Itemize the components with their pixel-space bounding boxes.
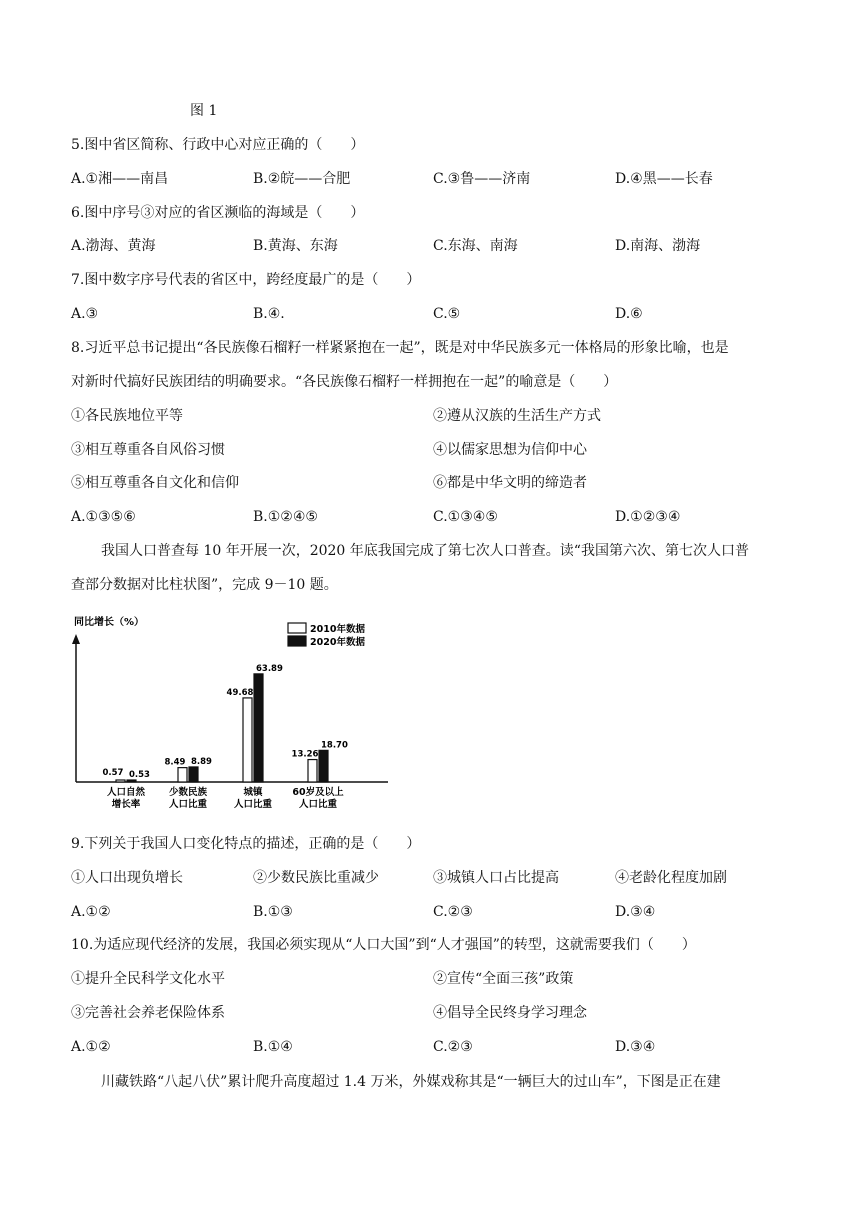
y-axis-arrow bbox=[72, 634, 80, 644]
question-6-option-a: A.渤海、黄海 bbox=[71, 238, 156, 254]
data-label-0-1: 8.49 bbox=[164, 757, 186, 768]
question-9-statement-2: ②少数民族比重减少 bbox=[253, 870, 379, 886]
question-10-statement-2: ②宣传“全面三孩”政策 bbox=[433, 971, 574, 987]
question-6-option-d: D.南海、渤海 bbox=[615, 238, 701, 254]
data-label-1-3: 18.70 bbox=[321, 740, 348, 751]
intro-next-passage: 川藏铁路“八起八伏”累计爬升高度超过 1.4 万米，外媒戏称其是“一辆巨大的过山车”，下图是正在建 bbox=[101, 1074, 721, 1090]
intro-9-10-line-1: 我国人口普查每 10 年开展一次，2020 年底我国完成了第七次人口普查。读“我国第六次、第七次人口普 bbox=[101, 543, 749, 559]
category-label-2-1: 人口比重 bbox=[233, 799, 273, 810]
data-label-1-1: 8.89 bbox=[191, 756, 212, 767]
data-label-1-0: 0.53 bbox=[129, 770, 150, 780]
question-9-statement-3: ③城镇人口占比提高 bbox=[433, 870, 559, 886]
question-10-option-b: B.①④ bbox=[253, 1039, 293, 1055]
bar-0-2 bbox=[243, 698, 252, 782]
question-8-option-c: C.①③④⑤ bbox=[433, 509, 498, 525]
bar-1-2 bbox=[254, 674, 263, 782]
bar-0-0 bbox=[116, 780, 125, 782]
category-label-1-1: 人口比重 bbox=[168, 799, 208, 810]
question-7-stem: 7.图中数字序号代表的省区中，跨经度最广的是（ ） bbox=[71, 272, 421, 288]
question-6-option-b: B.黄海、东海 bbox=[253, 238, 338, 254]
legend-swatch-0 bbox=[288, 623, 306, 633]
question-10-option-a: A.①② bbox=[71, 1039, 111, 1055]
question-7-option-a: A.③ bbox=[71, 306, 99, 322]
question-8-option-d: D.①②③④ bbox=[615, 509, 681, 525]
question-7-option-c: C.⑤ bbox=[433, 306, 461, 322]
y-axis-label: 同比增长（%） bbox=[74, 617, 145, 628]
question-10-statement-1: ①提升全民科学文化水平 bbox=[71, 971, 225, 987]
data-label-0-0: 0.57 bbox=[102, 768, 124, 778]
question-7-option-d: D.⑥ bbox=[615, 306, 643, 322]
bar-0-3 bbox=[308, 760, 317, 782]
question-5-stem: 5.图中省区简称、行政中心对应正确的（ ） bbox=[71, 137, 365, 153]
question-8-statement-4: ④以儒家思想为信仰中心 bbox=[433, 442, 587, 458]
question-9-option-c: C.②③ bbox=[433, 904, 473, 920]
bar-1-1 bbox=[189, 767, 198, 782]
legend-label-0: 2010年数据 bbox=[310, 624, 365, 635]
question-9-statement-4: ④老龄化程度加剧 bbox=[615, 870, 727, 886]
question-8-statement-3: ③相互尊重各自风俗习惯 bbox=[71, 442, 225, 458]
question-8-statement-6: ⑥都是中华文明的缔造者 bbox=[433, 475, 587, 491]
question-9-option-d: D.③④ bbox=[615, 904, 656, 920]
question-8-stem-line-2: 对新时代搞好民族团结的明确要求。“各民族像石榴籽一样拥抱在一起”的喻意是（ ） bbox=[71, 374, 618, 390]
bar-1-0 bbox=[127, 780, 136, 782]
data-label-0-2: 49.68 bbox=[226, 687, 254, 698]
category-label-0-0: 人口自然 bbox=[106, 787, 146, 798]
category-label-2-0: 城镇 bbox=[243, 787, 263, 798]
figure-caption: 图 1 bbox=[190, 103, 218, 119]
data-label-0-3: 13.26 bbox=[291, 749, 319, 760]
question-8-stem-line-1: 8.习近平总书记提出“各民族像石榴籽一样紧紧抱在一起”，既是对中华民族多元一体格局的形象比喻，也是 bbox=[71, 340, 729, 356]
category-label-3-1: 人口比重 bbox=[298, 799, 338, 810]
question-9-option-b: B.①③ bbox=[253, 904, 293, 920]
question-8-statement-5: ⑤相互尊重各自文化和信仰 bbox=[71, 475, 239, 491]
data-label-1-2: 63.89 bbox=[256, 663, 283, 674]
intro-9-10-line-2: 查部分数据对比柱状图”，完成 9－10 题。 bbox=[71, 577, 338, 593]
question-10-statement-3: ③完善社会养老保险体系 bbox=[71, 1005, 225, 1021]
bar-1-3 bbox=[319, 750, 328, 782]
question-5-option-b: B.②皖——合肥 bbox=[253, 171, 351, 187]
question-9-statement-1: ①人口出现负增长 bbox=[71, 870, 183, 886]
legend-label-1: 2020年数据 bbox=[310, 637, 365, 648]
question-9-stem: 9.下列关于我国人口变化特点的描述，正确的是（ ） bbox=[71, 836, 421, 852]
question-10-statement-4: ④倡导全民终身学习理念 bbox=[433, 1005, 587, 1021]
legend-swatch-1 bbox=[288, 636, 306, 646]
question-10-stem: 10.为适应现代经济的发展，我国必须实现从“人口大国”到“人才强国”的转型，这就需要我们（ ） bbox=[71, 937, 696, 953]
category-label-1-0: 少数民族 bbox=[168, 787, 208, 798]
question-6-option-c: C.东海、南海 bbox=[433, 238, 518, 254]
question-10-option-c: C.②③ bbox=[433, 1039, 473, 1055]
question-9-option-a: A.①② bbox=[71, 904, 111, 920]
population-census-bar-chart bbox=[70, 610, 392, 816]
question-8-statement-1: ①各民族地位平等 bbox=[71, 408, 183, 424]
category-label-0-1: 增长率 bbox=[111, 799, 141, 810]
question-5-option-d: D.④黑——长春 bbox=[615, 171, 713, 187]
question-5-option-c: C.③鲁——济南 bbox=[433, 171, 531, 187]
question-8-option-a: A.①③⑤⑥ bbox=[71, 509, 136, 525]
question-5-option-a: A.①湘——南昌 bbox=[71, 171, 169, 187]
bar-0-1 bbox=[178, 768, 187, 782]
question-6-stem: 6.图中序号③对应的省区濒临的海域是（ ） bbox=[71, 205, 365, 221]
category-label-3-0: 60岁及以上 bbox=[292, 787, 344, 798]
question-10-option-d: D.③④ bbox=[615, 1039, 656, 1055]
question-8-statement-2: ②遵从汉族的生活生产方式 bbox=[433, 408, 601, 424]
question-7-option-b: B.④. bbox=[253, 306, 285, 322]
question-8-option-b: B.①②④⑤ bbox=[253, 509, 318, 525]
